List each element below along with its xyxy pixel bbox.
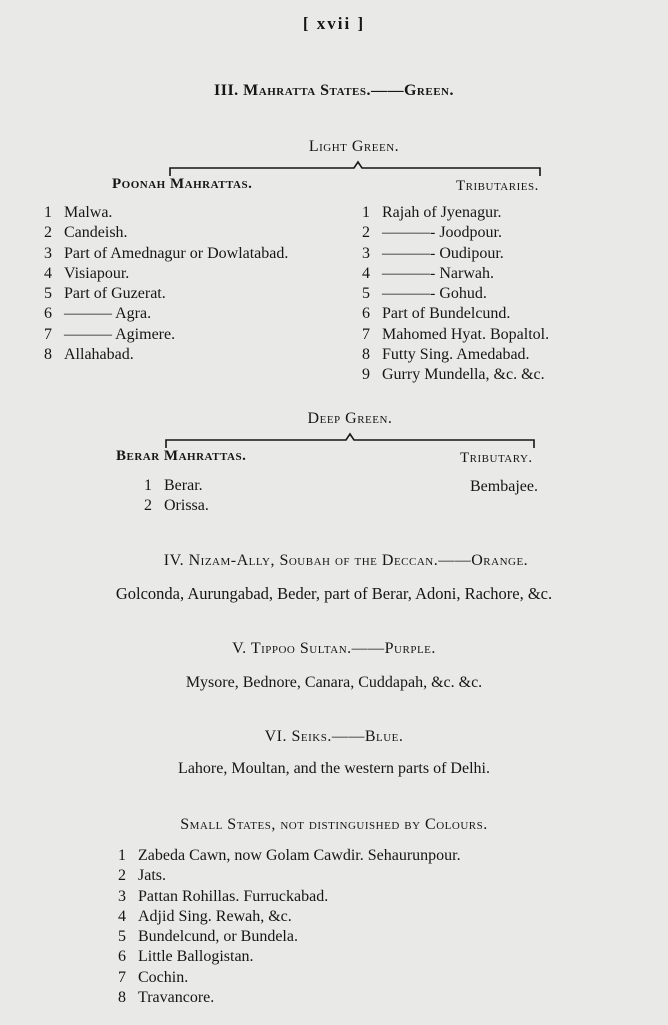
section-6-body: Lahore, Moultan, and the western parts of Delhi. (178, 760, 490, 777)
poonah-list (44, 203, 288, 365)
list-item: 6 Little Ballogistan. (118, 948, 254, 966)
section-4-body: Golconda, Aurungabad, Beder, part of Berar, Adoni, Rachore, &c. (115, 584, 553, 603)
section-3-heading: III. Mahratta States.——Green. (214, 82, 454, 99)
list-item: 4 ———- Narwah. (362, 264, 494, 282)
small-states-list (118, 846, 461, 1008)
tributaries-header: Tributaries. (456, 178, 539, 194)
list-item: 7 Mahomed Hyat. Bopaltol. (362, 325, 550, 343)
poonah-header: Poonah Mahrattas. (112, 176, 253, 192)
list-item: 8 Allahabad. (44, 346, 134, 364)
list-item: 6 Part of Bundelcund. (362, 305, 511, 323)
list-item: 1 Berar. (144, 477, 203, 494)
list-item: 5 Part of Guzerat. (44, 285, 166, 303)
tributary-header: Tributary. (460, 450, 533, 466)
list-item: 1 Malwa. (44, 204, 113, 221)
list-item: 9 Gurry Mundella, &c. &c. (362, 366, 545, 384)
list-item: 3 Pattan Rohillas. Furruckabad. (118, 887, 329, 905)
section-5-body: Mysore, Bednore, Canara, Cuddapah, &c. &c. (185, 674, 483, 691)
deep-green-label: Deep Green. (307, 410, 393, 427)
section-5-heading: V. Tippoo Sultan.——Purple. (232, 640, 436, 657)
list-item: 4 Adjid Sing. Rewah, &c. (118, 907, 292, 925)
list-item: 1 Rajah of Jyenagur. (362, 204, 502, 221)
light-green-label: Light Green. (308, 138, 400, 155)
berar-header: Berar Mahrattas. (116, 448, 247, 464)
small-states-heading: Small States, not distinguished by Colours. (180, 816, 488, 833)
list-item: 3 Part of Amednagur or Dowlatabad. (44, 244, 289, 262)
list-item: 2 Orissa. (144, 497, 209, 515)
list-item: 7 ——— Agimere. (44, 325, 176, 343)
section-4-heading: IV. Nizam-Ally, Soubah of the Deccan.——Orange. (163, 552, 529, 569)
list-item: 4 Visiapour. (44, 264, 130, 282)
list-item: 2 Jats. (118, 867, 166, 885)
list-item: 5 Bundelcund, or Bundela. (118, 928, 298, 946)
list-item: 8 Travancore. (118, 989, 215, 1007)
tributaries-list (362, 203, 549, 386)
list-item: 7 Cochin. (118, 968, 189, 986)
list-item: 6 ——— Agra. (44, 305, 152, 323)
section-6-heading: VI. Seiks.——Blue. (264, 728, 404, 745)
list-item: 8 Futty Sing. Amedabad. (362, 346, 530, 364)
list-item: 2 Candeish. (44, 224, 128, 242)
tributary-text: Bembajee. (470, 478, 538, 495)
berar-list (144, 476, 209, 517)
list-item: 2 ———- Joodpour. (362, 224, 502, 242)
page-number: [ xvii ] (302, 14, 366, 33)
list-item: 3 ———- Oudipour. (362, 244, 504, 262)
list-item: 5 ———- Gohud. (362, 285, 487, 303)
list-item: 1 Zabeda Cawn, now Golam Cawdir. Sehaurunpour. (118, 847, 461, 864)
